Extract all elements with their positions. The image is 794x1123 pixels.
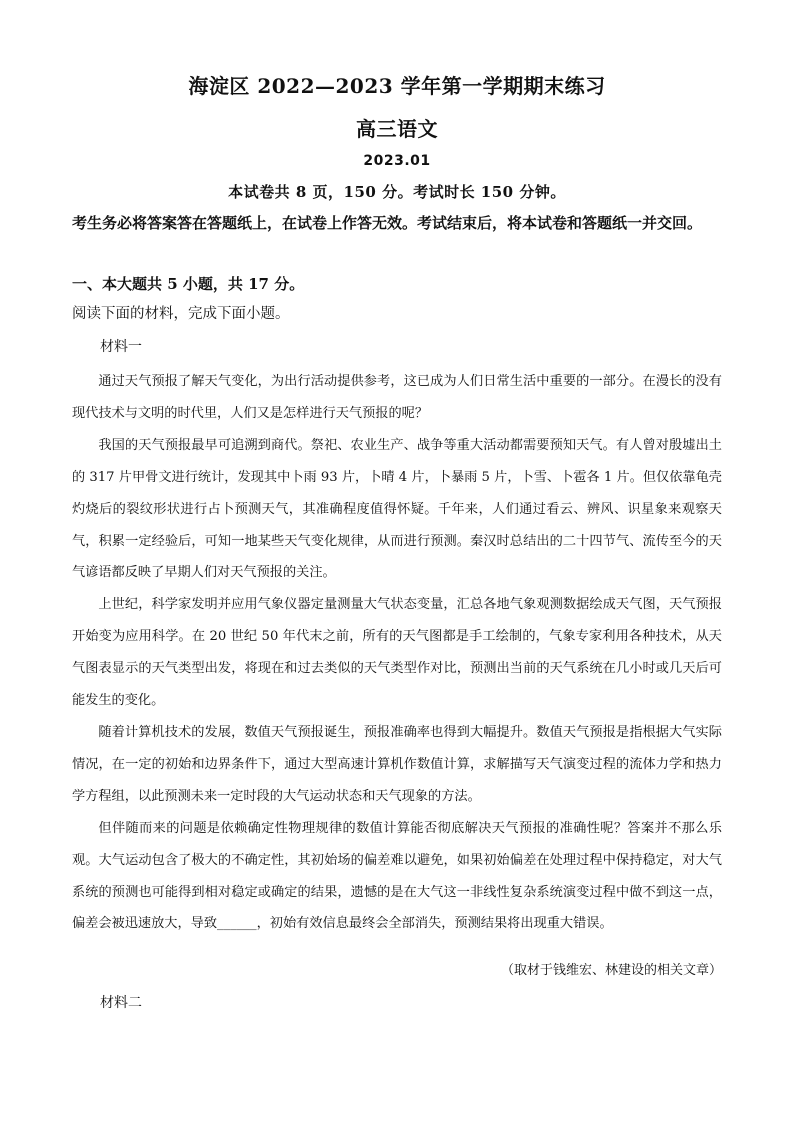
exam-info: 本试卷共 8 页，150 分。考试时长 150 分钟。	[228, 183, 566, 201]
material-one-source: （取材于钱维宏、林建设的相关文章）	[500, 963, 722, 978]
material-one-label: 材料一	[100, 339, 142, 355]
subject-title: 高三语文	[356, 117, 438, 141]
material-two-label: 材料二	[100, 995, 142, 1011]
section-heading: 一、本大题共 5 小题，共 17 分。	[72, 275, 305, 293]
exam-date: 2023.01	[363, 153, 431, 169]
paragraph: 通过天气预报了解天气变化，为出行活动提供参考，这已成为人们日常生活中重要的一部分。在漫长的没有现代技术与文明的时代里，人们又是怎样进行天气预报的呢？	[72, 374, 722, 421]
paragraph: 但伴随而来的问题是依赖确定性物理规律的数值计算能否彻底解决天气预报的准确性呢？答案并不那么乐观。大气运动包含了极大的不确定性，其初始场的偏差难以避免，如果初始偏差在处理过程中保持稳定，对大气系统的预测也可能得到相对稳定或确定的结果，遗憾的是在大气这一非线性复杂系统演变过程中做不到这一点，偏差会被迅速放大，导致______，初始有效信息最终会全部消失，预测结果将出现重大错误。	[72, 820, 722, 932]
paragraph: 随着计算机技术的发展，数值天气预报诞生，预报准确率也得到大幅提升。数值天气预报是指根据大气实际情况，在一定的初始和边界条件下，通过大型高速计算机作数值计算，求解描写天气演变过程的流体力学和热力学方程组，以此预测未来一定时段的大气运动状态和天气现象的方法。	[72, 724, 722, 804]
paragraph: 我国的天气预报最早可追溯到商代。祭祀、农业生产、战争等重大活动都需要预知天气。有人曾对殷墟出土的 317 片甲骨文进行统计，发现其中卜雨 93 片，卜晴 4 片，卜暴雨 5 片，卜雪、卜雹各 1 片。但仅依靠龟壳灼烧后的裂纹形状进行占卜预测天气，其准确程度值得怀疑。千年来，人们通过看云、辨风、识星象来观察天气，积累一定经验后，可知一地某些天气变化规律，从而进行预测。秦汉时总结出的二十四节气、流传至今的天气谚语都反映了早期人们对天气预报的关注。	[72, 437, 722, 581]
exam-notice: 考生务必将答案答在答题纸上，在试卷上作答无效。考试结束后，将本试卷和答题纸一并交回。	[72, 214, 703, 232]
paragraph: 上世纪，科学家发明并应用气象仪器定量测量大气状态变量，汇总各地气象观测数据绘成天气图，天气预报开始变为应用科学。在 20 世纪 50 年代末之前，所有的天气图都是手工绘制的，气象专家利用各种技术，从天气图表显示的天气类型出发，将现在和过去类似的天气类型作对比，预测出当前的天气系统在几小时或几天后可能发生的变化。	[72, 597, 722, 709]
material-one-body	[72, 366, 722, 940]
exam-title: 海淀区 2022—2023 学年第一学期期末练习	[188, 74, 606, 98]
section-instruction: 阅读下面的材料，完成下面小题。	[72, 306, 290, 322]
